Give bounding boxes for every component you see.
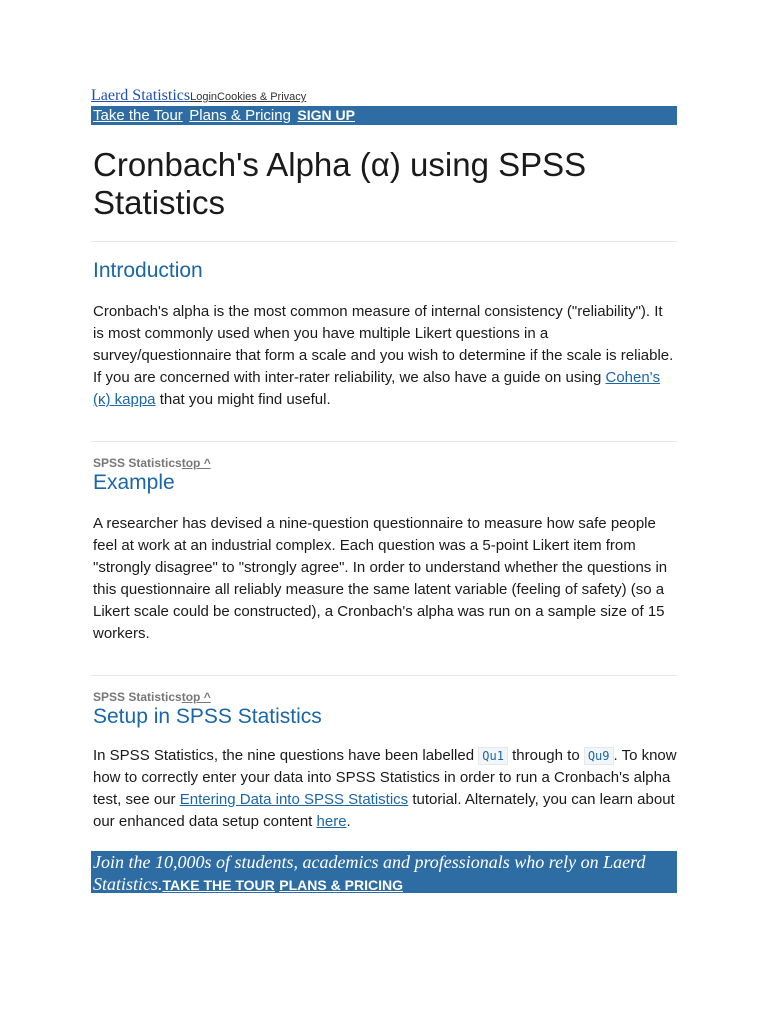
entering-data-link[interactable]: Entering Data into SPSS Statistics: [179, 791, 409, 808]
login-link[interactable]: Login: [190, 91, 218, 103]
sign-up-link[interactable]: SIGN UP: [297, 107, 355, 123]
brand-link[interactable]: Laerd Statistics: [91, 87, 191, 104]
promo-message: [93, 851, 677, 896]
divider: [91, 675, 677, 676]
variable-qu9: Qu9: [584, 747, 614, 765]
promo-text: Join the 10,000s of students, academics and professionals who rely on Laerd Statistics.: [93, 852, 646, 894]
cookies-privacy-link[interactable]: Cookies & Privacy: [217, 91, 307, 103]
main-navbar: [91, 106, 677, 125]
banner-take-tour-link[interactable]: TAKE THE TOUR: [162, 877, 275, 893]
intro-text-end: that you might find useful.: [155, 391, 331, 408]
breadcrumb-label: SPSS Statistics: [93, 456, 182, 470]
take-the-tour-link[interactable]: Take the Tour: [93, 107, 183, 124]
setup-text: through to: [507, 747, 584, 764]
back-to-top-link[interactable]: top ^: [181, 690, 211, 704]
top-navigation: [91, 87, 306, 105]
promo-banner: [91, 851, 677, 893]
setup-text: tutorial. Alternately, you can learn about our enhanced data setup content: [93, 791, 675, 830]
setup-heading: Setup in SPSS Statistics: [93, 705, 322, 728]
enhanced-setup-here-link[interactable]: here: [316, 813, 347, 830]
example-heading: Example: [93, 471, 175, 494]
plans-pricing-link[interactable]: Plans & Pricing: [189, 107, 291, 124]
back-to-top-link[interactable]: top ^: [181, 456, 211, 470]
example-breadcrumb: [93, 456, 211, 470]
intro-text: Cronbach's alpha is the most common measure of internal consistency ("reliability"). It is most commonly used when you have multiple Likert questions in a survey/questionnaire that form a scale and you wish to determine if the scale is reliable. If you are concerned with inter-rater reliability, we also have a guide on using: [93, 303, 674, 386]
breadcrumb-label: SPSS Statistics: [93, 690, 182, 704]
banner-plans-pricing-link[interactable]: PLANS & PRICING: [279, 877, 403, 893]
introduction-paragraph: [93, 301, 677, 411]
setup-breadcrumb: [93, 690, 211, 704]
example-paragraph: A researcher has devised a nine-question questionnaire to measure how safe people feel at work at an industrial complex. Each question was a 5-point Likert item from "strongly disagree" to "strongly agree". In order to understand whether the questions in this questionnaire all reliably measure the same latent variable (feeling of safety) (so a Likert scale could be constructed), a Cronbach's alpha was run on a sample size of 15 workers.: [93, 515, 668, 642]
setup-text: . To know how to correctly enter your data into SPSS Statistics in order to run a Cronbach's alpha test, see our: [93, 747, 677, 808]
setup-paragraph: [93, 745, 677, 833]
cohens-kappa-link[interactable]: Cohen's (κ) kappa: [93, 369, 661, 408]
setup-text: In SPSS Statistics, the nine questions have been labelled: [93, 747, 479, 764]
introduction-heading: Introduction: [93, 259, 203, 282]
setup-text-end: .: [346, 813, 351, 830]
page-title: Cronbach's Alpha (α) using SPSS Statistics: [93, 146, 587, 221]
divider: [91, 441, 677, 442]
divider: [91, 241, 677, 242]
variable-qu1: Qu1: [478, 747, 508, 765]
